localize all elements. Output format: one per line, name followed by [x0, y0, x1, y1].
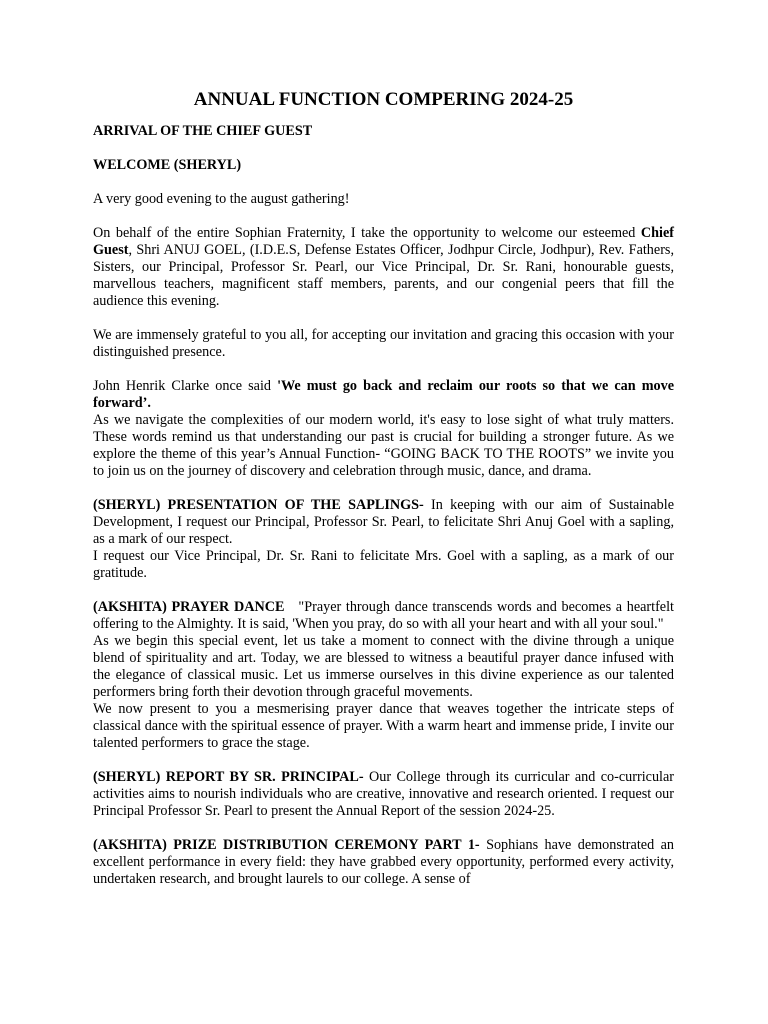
report-paragraph	[93, 769, 674, 820]
grateful-text: We are immensely grateful to you all, for accepting our invitation and gracing this occasion with your distinguished presence.	[93, 327, 674, 360]
heading-arrival: ARRIVAL OF THE CHIEF GUEST	[93, 123, 313, 139]
saplings-paragraph	[93, 497, 674, 548]
prayer-text: "Prayer through dance transcends words and becomes a heartfelt offering to the Almighty. It is said, 'When you pray, do so with all your heart and with all your soul."	[93, 599, 678, 632]
saplings-text-2: I request our Vice Principal, Dr. Sr. Rani to felicitate Mrs. Goel with a sapling, as a mark of our gratitude.	[93, 548, 674, 581]
quote-intro: John Henrik Clarke once said	[93, 378, 278, 394]
report-text: Our College through its curricular and co-curricular activities aims to nourish individuals who are creative, innovative and research oriented. I request our Principal Professor Sr. Pearl to present the Annual Report of the session 2024-25.	[93, 769, 674, 819]
navigate-paragraph	[93, 412, 674, 480]
prayer-text-2: As we begin this special event, let us take a moment to connect with the divine through a unique blend of spirituality and art. Today, we are blessed to witness a beautiful prayer dance infused with the elegance of classical music. Let us immerse ourselves in this divine experience as our talented performers bring forth their devotion through graceful movements.	[93, 633, 674, 700]
prize-heading: (AKSHITA) PRIZE DISTRIBUTION CEREMONY PART 1-	[93, 837, 480, 853]
welcome-intro: On behalf of the entire Sophian Fraternity, I take the opportunity to welcome our esteemed	[93, 225, 641, 241]
navigate-text: As we navigate the complexities of our modern world, it's easy to lose sight of what truly matters. These words remind us that understanding our past is crucial for building a stronger future. As we explore the theme of this year’s Annual Function- “GOING BACK TO THE ROOTS” we invite you to join us on the journey of discovery and celebration through music, dance, and drama.	[93, 412, 674, 479]
quote-text: 'We must go back and reclaim our roots so that we can move forward’.	[93, 378, 675, 411]
prayer-heading: (AKSHITA) PRAYER DANCE	[93, 599, 285, 615]
prayer-paragraph-2	[93, 633, 674, 701]
saplings-paragraph-2	[93, 548, 674, 582]
greeting-text: A very good evening to the august gathering!	[93, 191, 350, 207]
prize-paragraph	[93, 837, 674, 888]
prayer-paragraph	[93, 599, 678, 633]
welcome-paragraph	[93, 225, 674, 310]
quote-paragraph	[93, 378, 674, 412]
report-heading: (SHERYL) REPORT BY SR. PRINCIPAL-	[93, 769, 364, 785]
grateful-paragraph	[93, 327, 674, 361]
greeting-paragraph	[93, 191, 674, 208]
saplings-text: In keeping with our aim of Sustainable Development, I request our Principal, Professor Sr. Pearl, to felicitate Shri Anuj Goel with a sapling, as a mark of our respect.	[93, 497, 674, 547]
prayer-text-3: We now present to you a mesmerising prayer dance that weaves together the intricate steps of classical dance with the spiritual essence of prayer. With a warm heart and immense pride, I invite our talented performers to grace the stage.	[93, 701, 674, 751]
welcome-rest: , Shri ANUJ GOEL, (I.D.E.S, Defense Estates Officer, Jodhpur Circle, Jodhpur), Rev. Fathers, Sisters, our Principal, Professor Sr. Pearl, our Vice Principal, Dr. Sr. Rani, honourable guests, marvellous teachers, magnificent staff members, parents, and our congenial peers that fill the audience this evening.	[93, 242, 674, 309]
document-title: ANNUAL FUNCTION COMPERING 2024-25	[193, 89, 574, 110]
prize-text: Sophians have demonstrated an excellent performance in every field: they have grabbed every opportunity, performed every activity, undertaken research, and brought laurels to our college. A sense of	[93, 837, 674, 887]
document-page	[93, 88, 678, 888]
heading-welcome: WELCOME (SHERYL)	[93, 157, 242, 173]
prayer-paragraph-3	[93, 701, 674, 752]
saplings-heading: (SHERYL) PRESENTATION OF THE SAPLINGS-	[93, 497, 424, 513]
chief-guest-label: Chief Guest	[93, 225, 674, 258]
